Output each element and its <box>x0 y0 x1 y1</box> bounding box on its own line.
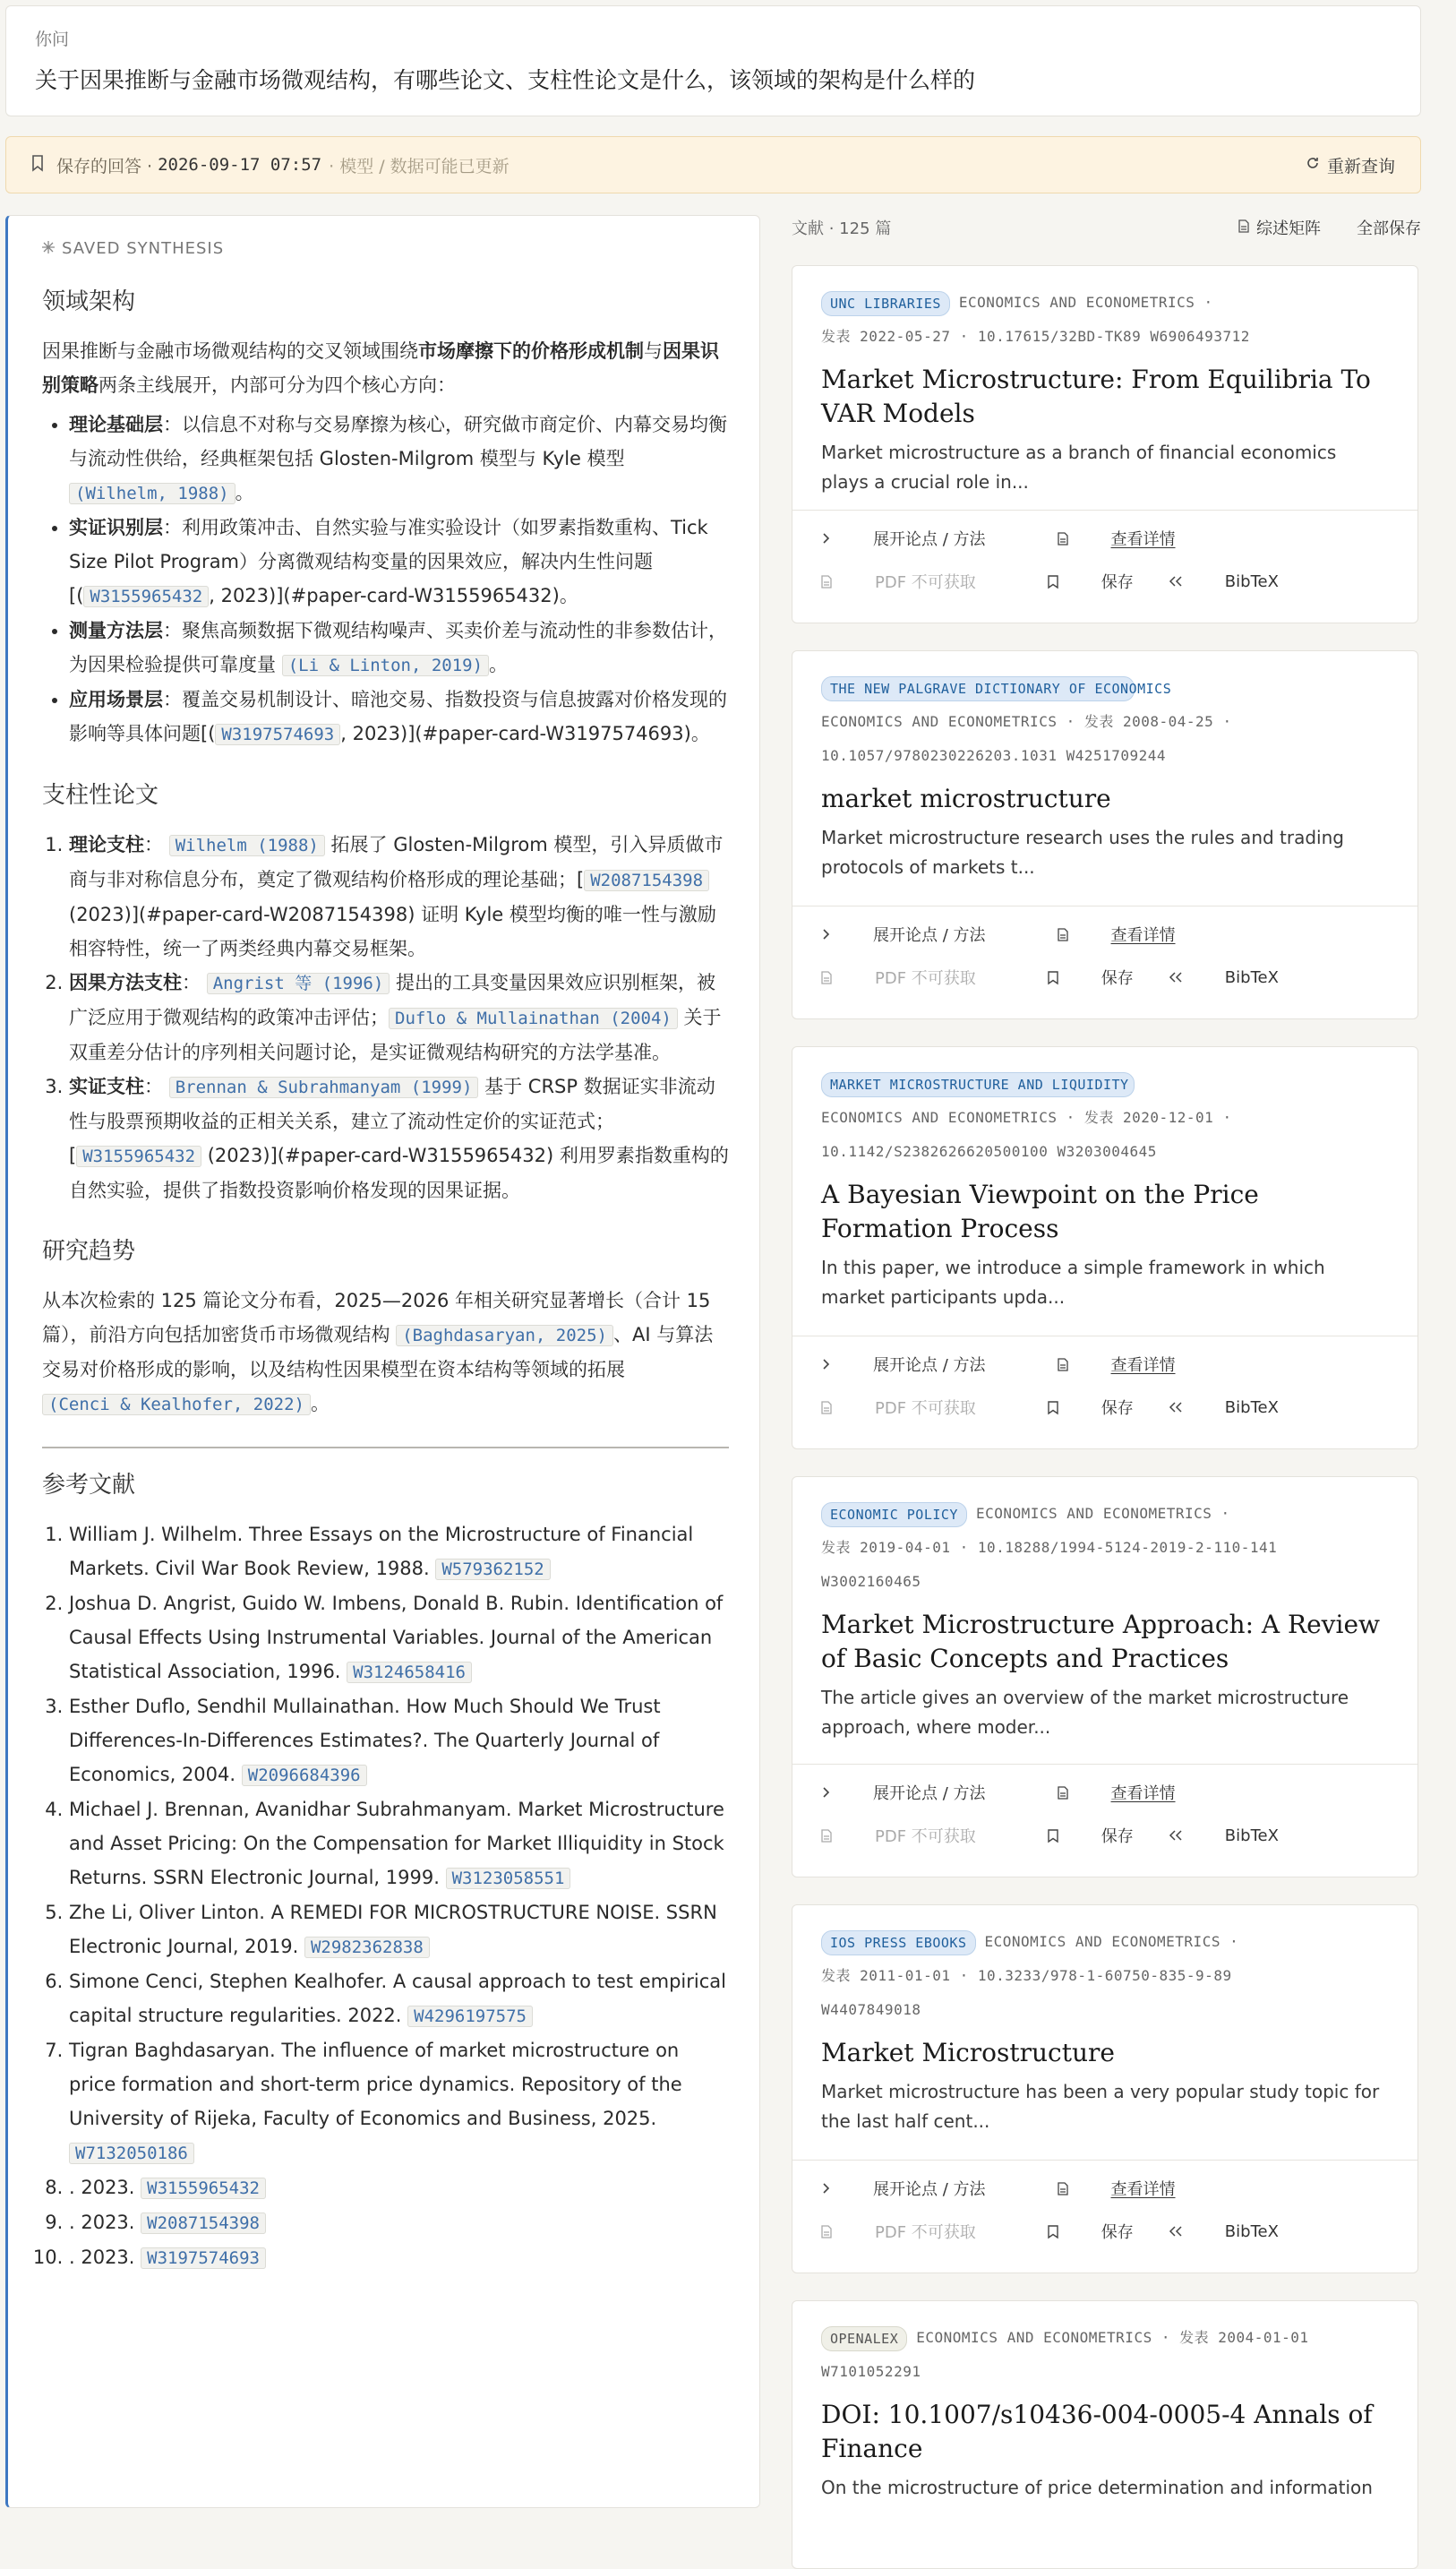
bibtex-button[interactable]: BibTeX <box>1169 1824 1315 1847</box>
heading-trends: 研究趋势 <box>42 1238 136 1265</box>
reference-id-link[interactable]: W3197574693 <box>141 2247 266 2269</box>
card-actions <box>792 510 1417 602</box>
list-item: • 实证识别层：利用政策冲击、自然实验与准实验设计（如罗素指数重构、Tick Size Pilot Program）分离微观结构变量的因果效应，解决内生性问题[( W3155965432 , 2023)](#paper-card-W3155965432)。 <box>69 511 729 614</box>
reference-id-link[interactable]: W579362152 <box>435 1559 550 1580</box>
publication-extra: 10.1142/S2382626620500100 W3203004645 <box>821 1143 1157 1160</box>
reference-item: 2. Joshua D. Angrist, Guido W. Imbens, Donald B. Rubin. Identification of Causal Effects Using Instrumental Variables. Journal of the American Statistical Association, 1996. W3124658416 <box>69 1586 729 1689</box>
pdf-icon <box>821 575 832 589</box>
results-count: 文献 · 125 篇 <box>792 219 892 238</box>
paper-abstract: Market microstructure as a branch of financial economics plays a crucial role in... <box>821 442 1337 493</box>
question-box <box>5 5 1421 116</box>
citation-link[interactable]: (Baghdasaryan, 2025) <box>396 1325 613 1346</box>
citation-link[interactable]: (Li & Linton, 2019) <box>282 655 489 676</box>
reference-item: 10. . 2023. W3197574693 <box>69 2240 729 2275</box>
synthesis-panel <box>5 215 760 2508</box>
chevron-right-icon <box>821 1787 830 1798</box>
save-button[interactable]: 保存 <box>1048 2220 1169 2243</box>
list-item: • 理论基础层：以信息不对称与交易摩擦为核心，研究做市商定价、内幕交易均衡与流动性供给，经典框架包括 Glosten-Milgrom 模型与 Kyle 模型 (Wilhelm, 1988) 。 <box>69 408 729 511</box>
heading-architecture: 领域架构 <box>42 288 136 315</box>
bookmark-icon <box>1048 2225 1058 2238</box>
paper-card <box>792 650 1418 1019</box>
expand-button[interactable]: 展开论点 / 方法 <box>821 2177 1022 2200</box>
saved-synthesis-label: SAVED SYNTHESIS <box>62 239 225 258</box>
citation-link[interactable]: Angrist 等 (1996) <box>207 973 390 994</box>
reference-id-link[interactable]: W2982362838 <box>304 1937 430 1958</box>
document-icon <box>1058 1786 1068 1800</box>
field-label: ECONOMICS AND ECONOMETRICS · <box>984 1933 1239 1950</box>
document-icon <box>1058 1358 1068 1371</box>
paper-card <box>792 2300 1418 2569</box>
quote-icon <box>1169 576 1182 587</box>
view-details-button[interactable]: 查看详情 <box>1058 923 1212 946</box>
paper-meta <box>821 286 1389 354</box>
source-badge: MARKET MICROSTRUCTURE AND LIQUIDITY <box>821 1072 1135 1097</box>
paper-title[interactable]: Market Microstructure Approach: A Review of Basic Concepts and Practices <box>821 1610 1380 1673</box>
reference-id-link[interactable]: W4296197575 <box>407 2006 533 2027</box>
view-details-button[interactable]: 查看详情 <box>1058 1353 1212 1376</box>
bookmark-icon <box>31 155 44 176</box>
pdf-icon <box>821 971 832 984</box>
citation-link[interactable]: W3197574693 <box>215 724 340 745</box>
reference-item: 3. Esther Duflo, Sendhil Mullainathan. How Much Should We Trust Differences-In-Differences Estimates?. The Quarterly Journal of Economics, 2004. W2096684396 <box>69 1689 729 1792</box>
publication-extra: W3002160465 <box>821 1573 921 1590</box>
expand-button[interactable]: 展开论点 / 方法 <box>821 923 1022 946</box>
chevron-right-icon <box>821 533 830 544</box>
publication-info: W7101052291 <box>821 2363 921 2380</box>
expand-button[interactable]: 展开论点 / 方法 <box>821 1781 1022 1804</box>
publication-extra: W4407849018 <box>821 2001 921 2018</box>
reference-item: 4. Michael J. Brennan, Avanidhar Subrahmanyam. Market Microstructure and Asset Pricing: On the Compensation for Market Illiquidity in Stock Returns. SSRN Electronic Journal, 1999. W3123058551 <box>69 1792 729 1895</box>
field-label: ECONOMICS AND ECONOMETRICS · 发表 2004-01-01 <box>916 2329 1309 2346</box>
paper-meta <box>821 1925 1389 2027</box>
paper-abstract: Market microstructure has been a very popular study topic for the last half cent... <box>821 2081 1380 2132</box>
banner-prefix: 保存的回答 · <box>56 156 153 176</box>
reference-id-link[interactable]: W2096684396 <box>242 1765 367 1786</box>
pdf-unavailable-button: PDF 不可获取 <box>821 1824 1012 1847</box>
reference-id-link[interactable]: W3124658416 <box>347 1662 472 1683</box>
reference-item: 9. . 2023. W2087154398 <box>69 2205 729 2240</box>
view-details-button[interactable]: 查看详情 <box>1058 2177 1212 2200</box>
view-details-button[interactable]: 查看详情 <box>1058 527 1212 550</box>
reference-item: 5. Zhe Li, Oliver Linton. A REMEDI FOR MICROSTRUCTURE NOISE. SSRN Electronic Journal, 2019. W2982362838 <box>69 1895 729 1964</box>
field-label: ECONOMICS AND ECONOMETRICS · <box>975 1505 1230 1522</box>
paper-card <box>792 265 1418 623</box>
banner-timestamp: 2026-09-17 07:57 <box>158 155 322 175</box>
chevron-right-icon <box>821 2183 830 2194</box>
source-badge: THE NEW PALGRAVE DICTIONARY OF ECONOMICS <box>821 676 1135 701</box>
bibtex-button[interactable]: BibTeX <box>1169 1396 1315 1419</box>
pdf-unavailable-button: PDF 不可获取 <box>821 2220 1012 2243</box>
heading-references: 参考文献 <box>42 1472 136 1499</box>
reference-id-link[interactable]: W3155965432 <box>141 2178 266 2199</box>
list-item: • 应用场景层：覆盖交易机制设计、暗池交易、指数投资与信息披露对价格发现的影响等具体问题[( W3197574693 , 2023)](#paper-card-W3197574693)。 <box>69 683 729 752</box>
requery-button[interactable] <box>1306 153 1395 177</box>
citation-link[interactable]: Brennan & Subrahmanyam (1999) <box>169 1077 479 1098</box>
card-actions <box>792 906 1417 998</box>
field-label: ECONOMICS AND ECONOMETRICS · <box>958 294 1213 311</box>
heading-pillar-papers: 支柱性论文 <box>42 782 159 809</box>
paper-meta <box>821 2321 1389 2389</box>
paper-abstract: Market microstructure research uses the rules and trading protocols of markets t... <box>821 827 1344 878</box>
question-label: 你问 <box>35 30 70 49</box>
citation-link[interactable]: W2087154398 <box>584 870 709 891</box>
document-icon <box>1238 219 1249 237</box>
paper-meta <box>821 1067 1389 1169</box>
view-details-button[interactable]: 查看详情 <box>1058 1781 1212 1804</box>
list-item: • 测量方法层：聚焦高频数据下微观结构噪声、买卖价差与流动性的非参数估计，为因果检验提供可靠度量 (Li & Linton, 2019) 。 <box>69 614 729 683</box>
quote-icon <box>1169 972 1182 983</box>
bookmark-icon <box>1048 575 1058 589</box>
requery-label: 重新查询 <box>1326 156 1395 176</box>
review-matrix-button[interactable]: 综述矩阵 <box>1238 216 1321 239</box>
list-item: 3. 实证支柱： Brennan & Subrahmanyam (1999) 基于 CRSP 数据证实非流动性与股票预期收益的正相关关系，建立了流动性定价的实证范式；[ W3155965432 (2023)](#paper-card-W3155965432) 利用罗素指数重构的自然实验，提供了指数投资影响价格发现的因果证据。 <box>69 1070 729 1207</box>
list-item: 1. 理论支柱： Wilhelm (1988) 拓展了 Glosten-Milgrom 模型，引入异质做市商与非对称信息分布，奠定了微观结构价格形成的理论基础；[ W2087154398 (2023)](#paper-card-W2087154398) 证明 Kyle 模型均衡的唯一性与激励相容特性，统一了两类经典内幕交易框架。 <box>69 828 729 966</box>
card-actions <box>792 1764 1417 1856</box>
source-badge: IOS PRESS EBOOKS <box>821 1930 976 1955</box>
publication-info: ECONOMICS AND ECONOMETRICS · 发表 2008-04-25 · <box>821 713 1232 730</box>
paper-card <box>792 1476 1418 1877</box>
chevron-right-icon <box>821 1359 830 1370</box>
publication-info: ECONOMICS AND ECONOMETRICS · 发表 2020-12-01 · <box>821 1109 1232 1126</box>
card-actions <box>792 2160 1417 2252</box>
list-item: 2. 因果方法支柱： Angrist 等 (1996) 提出的工具变量因果效应识别框架，被广泛应用于微观结构的政策冲击评估； Duflo & Mullainathan (2004) 关于双重差分估计的序列相关问题讨论，是实证微观结构研究的方法学基准。 <box>69 966 729 1070</box>
bookmark-icon <box>1048 971 1058 984</box>
pdf-icon <box>821 1829 832 1843</box>
publication-extra: 10.1057/9780230226203.1031 W4251709244 <box>821 747 1167 764</box>
expand-button[interactable]: 展开论点 / 方法 <box>821 1353 1022 1376</box>
saved-answer-banner <box>5 136 1421 193</box>
reference-list <box>42 1517 729 2275</box>
source-badge: OPENALEX <box>821 2326 907 2351</box>
citation-link[interactable]: W3155965432 <box>83 586 209 607</box>
paper-card <box>792 1046 1418 1449</box>
paper-card <box>792 1904 1418 2273</box>
paper-title[interactable]: A Bayesian Viewpoint on the Price Formation Process <box>821 1180 1259 1243</box>
paper-title[interactable]: DOI: 10.1007/s10436-004-0005-4 Annals of Finance <box>821 2400 1373 2463</box>
architecture-list <box>42 408 729 752</box>
reference-id-link[interactable]: W2087154398 <box>141 2212 266 2234</box>
save-button[interactable]: 保存 <box>1048 1396 1169 1419</box>
sparkle-icon <box>42 239 55 258</box>
bookmark-icon <box>1048 1829 1058 1843</box>
paper-title[interactable]: Market Microstructure: From Equilibria To VAR Models <box>821 365 1371 428</box>
refresh-icon <box>1306 155 1320 175</box>
save-button[interactable]: 保存 <box>1048 570 1169 593</box>
reference-id-link[interactable]: W7132050186 <box>69 2143 194 2164</box>
paper-abstract: The article gives an overview of the market microstructure approach, where moder... <box>821 1687 1349 1738</box>
quote-icon <box>1169 1402 1182 1413</box>
pdf-icon <box>821 2225 832 2238</box>
citation-link[interactable]: (Wilhelm, 1988) <box>69 483 236 504</box>
publication-info: 发表 2022-05-27 · 10.17615/32BD-TK89 W6906493712 <box>821 328 1250 345</box>
reference-item: 6. Simone Cenci, Stephen Kealhofer. A causal approach to test empirical capital structure regularities. 2022. W4296197575 <box>69 1964 729 2033</box>
paper-card-list <box>792 265 1421 2496</box>
banner-note: · 模型 / 数据可能已更新 <box>329 156 510 176</box>
citation-link[interactable]: W3155965432 <box>76 1146 201 1167</box>
divider <box>42 1447 729 1448</box>
citation-link[interactable]: (Cenci & Kealhofer, 2022) <box>42 1394 311 1415</box>
question-text: 关于因果推断与金融市场微观结构，有哪些论文、支柱性论文是什么，该领域的架构是什么样的 <box>35 67 976 93</box>
citation-link[interactable]: Duflo & Mullainathan (2004) <box>389 1008 678 1029</box>
save-button[interactable]: 保存 <box>1048 966 1169 989</box>
document-icon <box>1058 928 1068 941</box>
pillar-list <box>42 828 729 1207</box>
quote-icon <box>1169 2226 1182 2237</box>
saved-synthesis-tag <box>42 239 729 258</box>
paper-abstract: In this paper, we introduce a simple framework in which market participants upda... <box>821 1257 1325 1308</box>
quote-icon <box>1169 1830 1182 1841</box>
source-badge: UNC LIBRARIES <box>821 291 950 316</box>
publication-info: 发表 2011-01-01 · 10.3233/978-1-60750-835-9-89 <box>821 1967 1232 1984</box>
pdf-unavailable-button: PDF 不可获取 <box>821 570 1012 593</box>
bookmark-icon <box>1048 1401 1058 1414</box>
source-badge: ECONOMIC POLICY <box>821 1502 967 1527</box>
reference-item: 7. Tigran Baghdasaryan. The influence of market microstructure on price formation and short-term price dynamics. Repository of the University of Rijeka, Faculty of Economics and Business, 2025. W7132050186 <box>69 2033 729 2170</box>
paper-title[interactable]: market microstructure <box>821 784 1111 813</box>
pdf-unavailable-button: PDF 不可获取 <box>821 1396 1012 1419</box>
results-header <box>792 211 1421 244</box>
trends-paragraph: 从本次检索的 125 篇论文分布看，2025—2026 年相关研究显著增长（合计 15 篇），前沿方向包括加密货币市场微观结构 (Baghdasaryan, 2025) 、AI 与算法交易对价格形成的影响，以及结构性因果模型在资本结构等领域的拓展(Cenci & Kealhofer, 2022) 。 <box>42 1290 714 1414</box>
reference-item: 8. . 2023. W3155965432 <box>69 2170 729 2205</box>
citation-link[interactable]: Wilhelm (1988) <box>169 835 325 856</box>
chevron-right-icon <box>821 929 830 940</box>
paper-abstract: On the microstructure of price determination and information <box>821 2477 1373 2498</box>
reference-item: 1. William J. Wilhelm. Three Essays on the Microstructure of Financial Markets. Civil War Book Review, 1988. W579362152 <box>69 1517 729 1586</box>
save-button[interactable]: 保存 <box>1048 1824 1169 1847</box>
reference-id-link[interactable]: W3123058551 <box>446 1868 571 1889</box>
pdf-icon <box>821 1401 832 1414</box>
publication-info: 发表 2019-04-01 · 10.18288/1994-5124-2019-2-110-141 <box>821 1539 1278 1556</box>
bibtex-button[interactable]: BibTeX <box>1169 570 1315 593</box>
expand-button[interactable]: 展开论点 / 方法 <box>821 527 1022 550</box>
paper-meta <box>821 671 1389 773</box>
document-icon <box>1058 532 1068 546</box>
document-icon <box>1058 2182 1068 2195</box>
bibtex-button[interactable]: BibTeX <box>1169 2220 1315 2243</box>
card-actions <box>792 1336 1417 1428</box>
save-all-button[interactable]: 全部保存 <box>1357 219 1421 238</box>
bibtex-button[interactable]: BibTeX <box>1169 966 1315 989</box>
pdf-unavailable-button: PDF 不可获取 <box>821 966 1012 989</box>
paper-title[interactable]: Market Microstructure <box>821 2038 1115 2067</box>
paper-meta <box>821 1497 1389 1599</box>
architecture-intro: 因果推断与金融市场微观结构的交叉领域围绕市场摩擦下的价格形成机制与因果识别策略两条主线展开，内部可分为四个核心方向： <box>42 340 719 396</box>
